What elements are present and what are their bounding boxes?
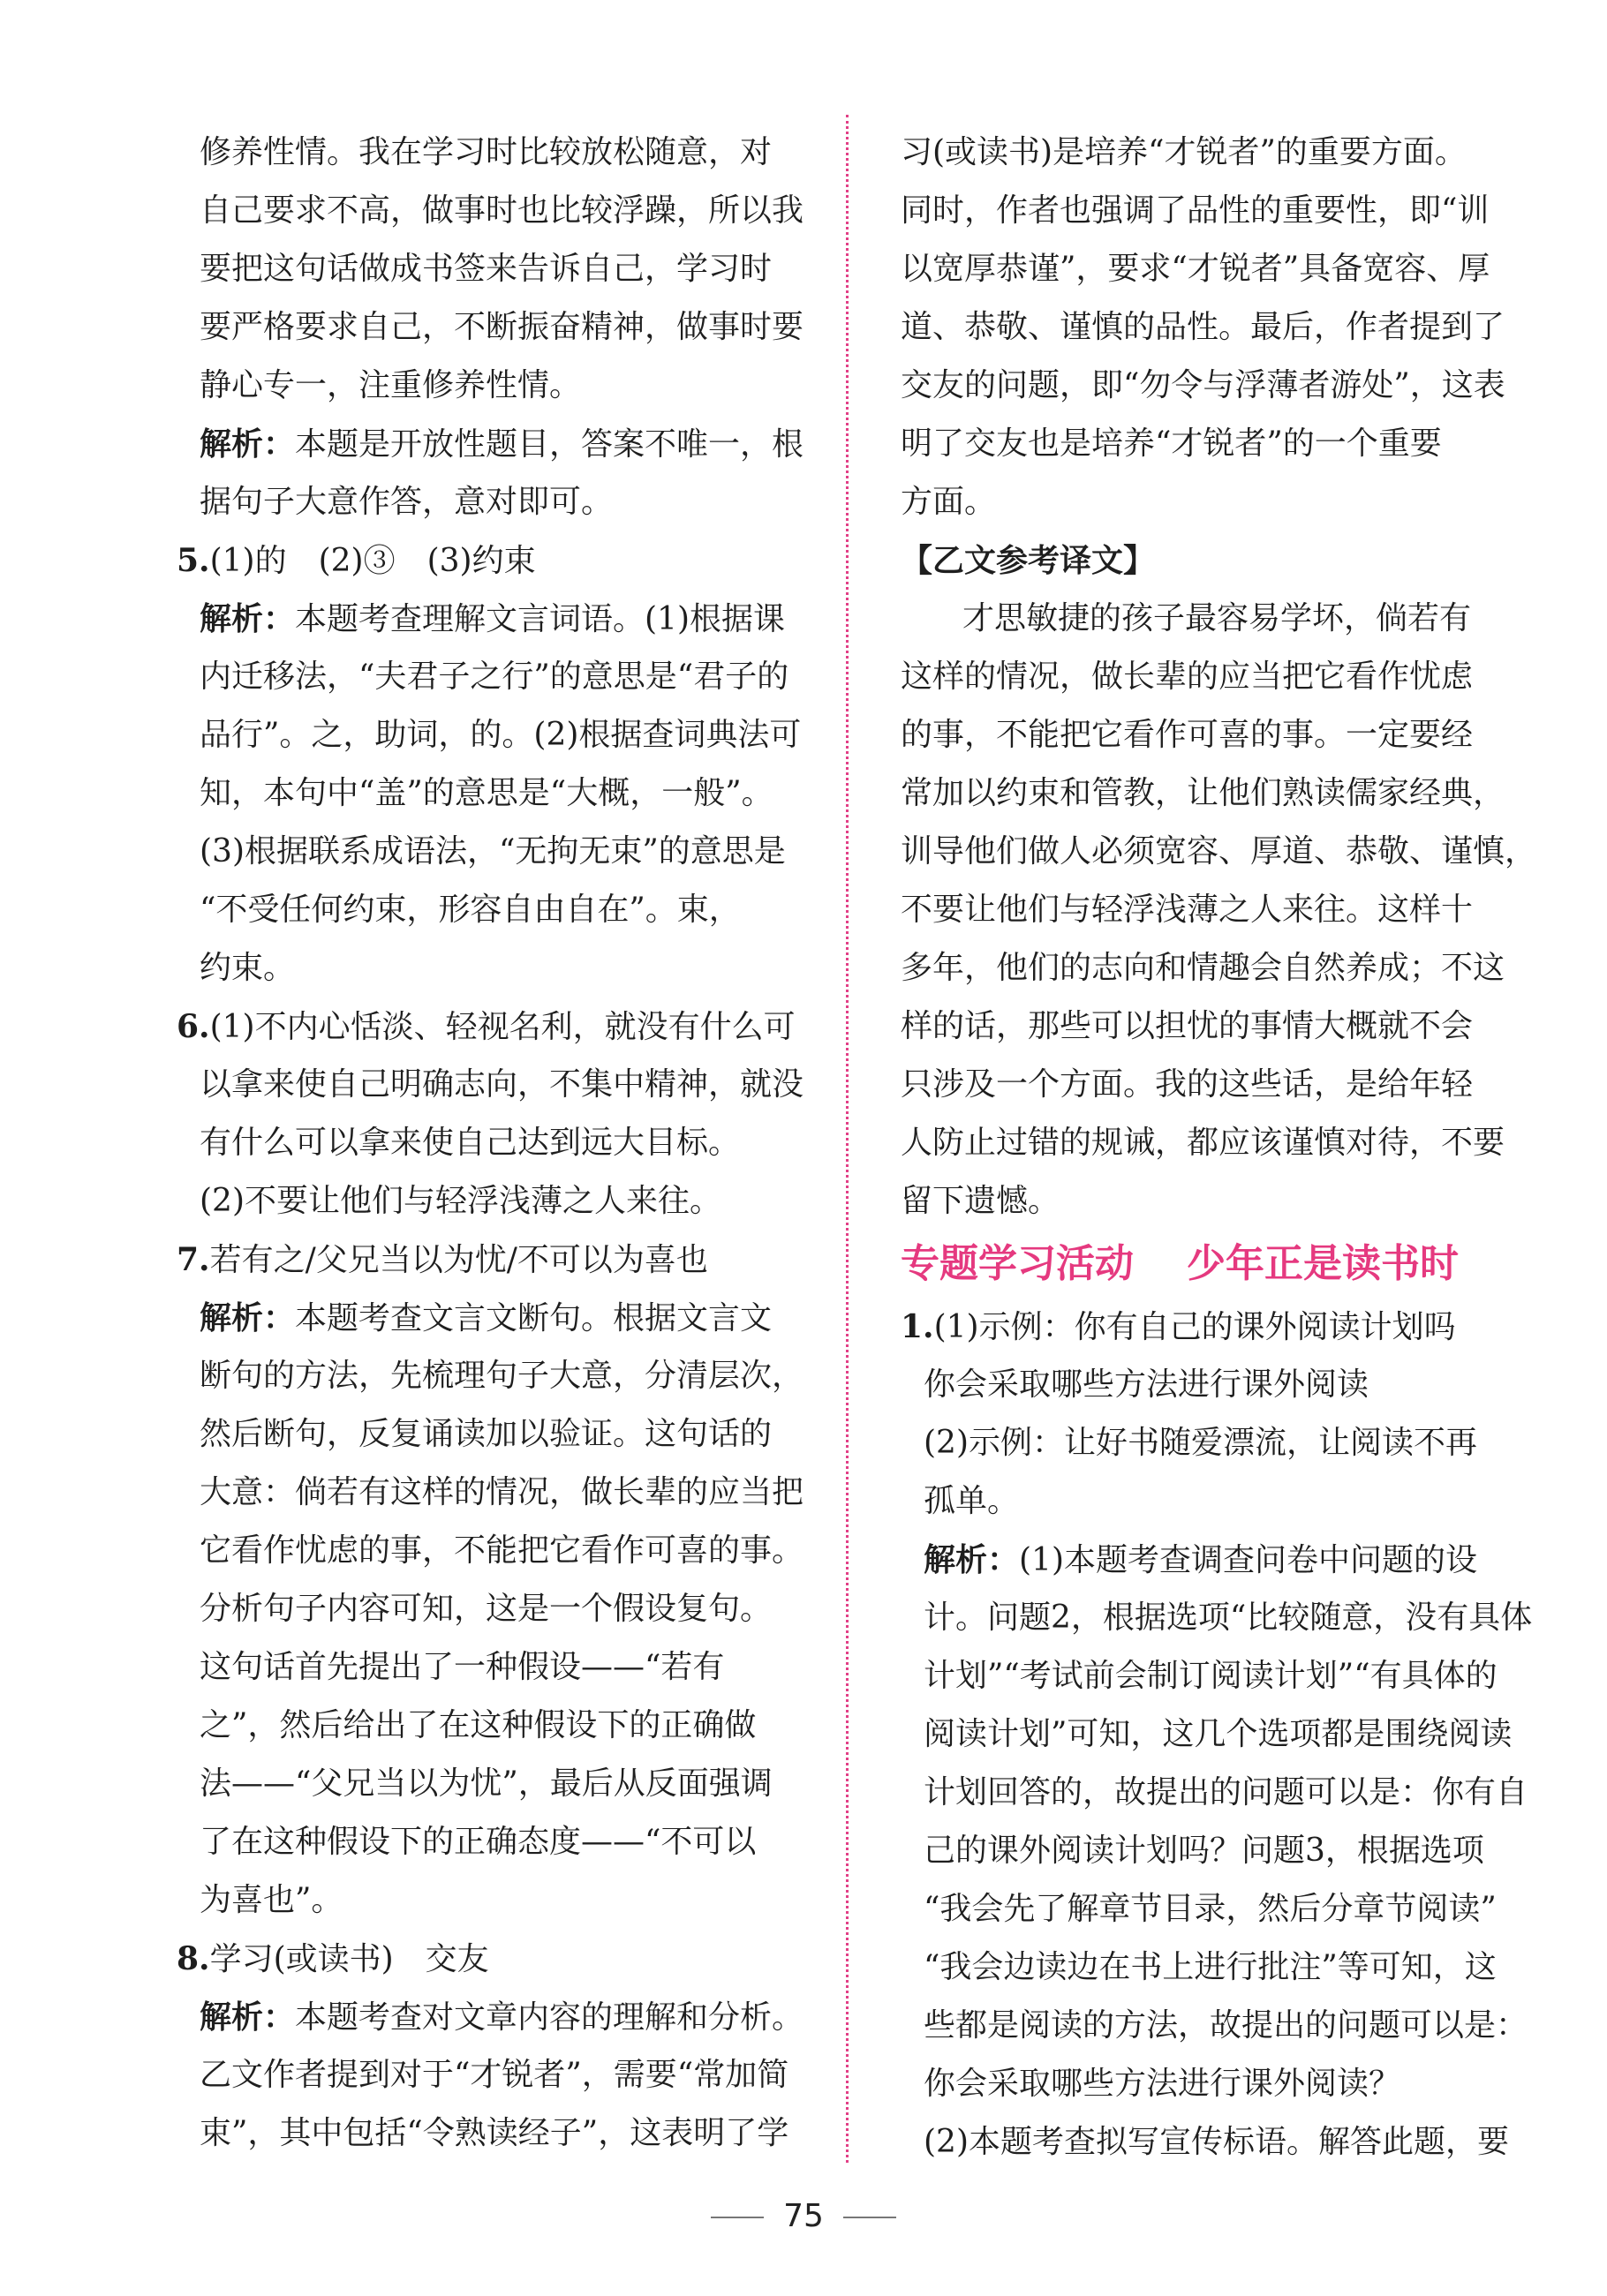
line-label: 7. <box>177 1241 210 1278</box>
line-text: 阅读计划”可知，这几个选项都是围绕阅读 <box>924 1716 1513 1752</box>
text-line <box>177 1871 821 1930</box>
text-line <box>901 415 1545 473</box>
text-line <box>177 881 821 939</box>
line-text: 自己要求不高，做事时也比较浮躁，所以我 <box>200 192 804 229</box>
text-line <box>177 240 821 298</box>
line-text: 本题考查理解文言词语。(1)根据课 <box>295 601 786 637</box>
text-line <box>901 298 1545 357</box>
text-line <box>177 1522 821 1580</box>
text-line <box>177 1930 821 1988</box>
text-line <box>177 1405 821 1464</box>
line-text: 这样的情况，做长辈的应当把它看作忧虑 <box>901 659 1474 695</box>
line-text: 束”，其中包括“令熟读经子”，这表明了学 <box>200 2115 789 2151</box>
line-text: 为喜也”。 <box>200 1882 343 1918</box>
line-text: 道、恭敬、谨慎的品性。最后，作者提到了 <box>901 309 1505 345</box>
text-line <box>901 1822 1545 1880</box>
text-line <box>901 1764 1545 1822</box>
line-text: 样的话，那些可以担忧的事情大概就不会 <box>901 1008 1474 1044</box>
line-text: 你会采取哪些方法进行课外阅读？ <box>924 2066 1401 2102</box>
left-column <box>177 124 821 2163</box>
line-text: 学习(或读书) 交友 <box>209 1941 489 1977</box>
text-line <box>901 939 1545 997</box>
line-text: 乙文作者提到对于“才锐者”，需要“常加简 <box>200 2057 789 2093</box>
line-text: 内迁移法，“夫君子之行”的意思是“君子的 <box>200 659 789 695</box>
section-title <box>901 1231 1545 1298</box>
text-line <box>177 124 821 182</box>
section-title-part1: 专题学习活动 <box>901 1241 1134 1286</box>
line-label: 解析： <box>200 1299 296 1336</box>
text-line <box>177 2104 821 2163</box>
line-label: 解析： <box>200 600 296 637</box>
text-line <box>177 1697 821 1755</box>
text-line <box>901 764 1545 823</box>
text-line <box>901 1589 1545 1647</box>
text-line <box>177 939 821 997</box>
text-line <box>177 182 821 240</box>
text-line <box>177 1172 821 1231</box>
text-line <box>901 997 1545 1056</box>
text-line <box>901 648 1545 706</box>
line-text: 习(或读书)是培养“才锐者”的重要方面。 <box>901 134 1467 170</box>
right-column-upper <box>901 124 1545 1231</box>
line-text: 明了交友也是培养“才锐者”的一个重要 <box>901 425 1442 462</box>
text-line <box>901 1114 1545 1172</box>
line-text: 之”，然后给出了在这种假设下的正确做 <box>200 1707 757 1743</box>
text-line <box>177 648 821 706</box>
line-text: 若有之/父兄当以为忧/不可以为喜也 <box>209 1242 708 1278</box>
text-line <box>901 1356 1545 1414</box>
line-text: 修养性情。我在学习时比较放松随意，对 <box>200 134 773 170</box>
line-text: (1)的 (2)③ (3)约束 <box>209 543 536 579</box>
line-text: “不受任何约束，形容自由自在”。束， <box>200 892 741 928</box>
line-label: 8. <box>177 1940 210 1977</box>
text-line <box>177 1580 821 1638</box>
line-text: 人防止过错的规诫，都应该谨慎对待，不要 <box>901 1125 1505 1161</box>
text-line <box>177 706 821 764</box>
page-number: 75 <box>783 2198 824 2234</box>
text-line <box>177 2046 821 2104</box>
text-line <box>177 1638 821 1697</box>
text-line <box>177 473 821 531</box>
line-text: 计划回答的，故提出的问题可以是：你有自 <box>924 1774 1528 1810</box>
text-line <box>901 1172 1545 1231</box>
text-line <box>901 1056 1545 1114</box>
text-line <box>177 1114 821 1172</box>
line-text: 要严格要求自己，不断振奋精神，做事时要 <box>200 309 804 345</box>
page-footer <box>0 2198 1607 2234</box>
line-label: 6. <box>177 1008 210 1045</box>
line-text: 方面。 <box>901 484 997 520</box>
line-text: (1)不内心恬淡、轻视名利，就没有什么可 <box>209 1009 796 1045</box>
text-line <box>901 1414 1545 1472</box>
line-text: 然后断句，反复诵读加以验证。这句话的 <box>200 1416 773 1452</box>
line-text: 常加以约束和管教，让他们熟读儒家经典， <box>901 775 1505 811</box>
line-label: 1. <box>901 1308 934 1345</box>
line-text: 据句子大意作答，意对即可。 <box>200 484 614 520</box>
text-line <box>901 2113 1545 2172</box>
line-text: 品行”。之，助词，的。(2)根据查词典法可 <box>200 717 802 753</box>
text-line <box>177 1289 821 1347</box>
text-line <box>901 823 1545 881</box>
line-text: 多年，他们的志向和情趣会自然养成；不这 <box>901 950 1505 986</box>
text-line <box>177 1813 821 1871</box>
line-text: 些都是阅读的方法，故提出的问题可以是： <box>924 2007 1528 2044</box>
text-line <box>177 1755 821 1813</box>
line-text: 交友的问题，即“勿令与浮薄者游处”，这表 <box>901 367 1505 403</box>
line-text: 留下遗憾。 <box>901 1183 1060 1219</box>
text-line <box>177 1347 821 1405</box>
text-line <box>901 240 1545 298</box>
text-line <box>901 590 1545 648</box>
line-label: 解析： <box>200 1999 296 2036</box>
line-text: 计划”“考试前会制订阅读计划”“有具体的 <box>924 1658 1498 1694</box>
line-text: 知，本句中“盖”的意思是“大概，一般”。 <box>200 775 773 811</box>
line-text: 它看作忧虑的事，不能把它看作可喜的事。 <box>200 1532 804 1569</box>
text-line <box>901 2055 1545 2113</box>
right-column <box>901 124 1545 2172</box>
line-text: 只涉及一个方面。我的这些话，是给年轻 <box>901 1066 1474 1103</box>
line-text: (1)本题考查调查问卷中问题的设 <box>1019 1542 1478 1578</box>
line-text: 不要让他们与轻浮浅薄之人来往。这样十 <box>901 892 1474 928</box>
text-line <box>177 590 821 648</box>
line-text: (2)不要让他们与轻浮浅薄之人来往。 <box>200 1183 721 1219</box>
line-text: 要把这句话做成书签来告诉自己，学习时 <box>200 251 773 287</box>
line-label: 解析： <box>200 425 296 463</box>
column-divider <box>846 115 849 2163</box>
text-line <box>901 124 1545 182</box>
text-line <box>901 1880 1545 1938</box>
text-line <box>901 531 1545 590</box>
line-text: 法——“父兄当以为忧”，最后从反面强调 <box>200 1765 773 1802</box>
text-line <box>177 823 821 881</box>
text-line <box>177 1988 821 2046</box>
text-line <box>177 1056 821 1114</box>
line-text: (2)示例：让好书随爱漂流，让阅读不再 <box>924 1425 1477 1461</box>
line-text: 静心专一，注重修养性情。 <box>200 367 582 403</box>
line-text: 本题是开放性题目，答案不唯一，根 <box>295 426 804 463</box>
text-line <box>901 1472 1545 1531</box>
text-line <box>901 881 1545 939</box>
footer-dash-left <box>711 2217 764 2218</box>
section-title-part2: 少年正是读书时 <box>1187 1241 1459 1286</box>
line-text: 这句话首先提出了一种假设——“若有 <box>200 1649 725 1685</box>
line-text: 训导他们做人必须宽容、厚道、恭敬、谨慎， <box>901 833 1537 869</box>
line-text: 有什么可以拿来使自己达到远大目标。 <box>200 1125 741 1161</box>
translation-heading: 【乙文参考译文】 <box>901 542 1156 579</box>
text-line <box>177 357 821 415</box>
line-text: 本题考查对文章内容的理解和分析。 <box>295 1999 804 2036</box>
text-line <box>901 1938 1545 1997</box>
line-text: 分析句子内容可知，这是一个假设复句。 <box>200 1591 773 1627</box>
line-text: 本题考查文言文断句。根据文言文 <box>295 1300 773 1336</box>
line-text: 的事，不能把它看作可喜的事。一定要经 <box>901 717 1474 753</box>
line-text: “我会边读边在书上进行批注”等可知，这 <box>924 1949 1497 1985</box>
line-text: (3)根据联系成语法，“无拘无束”的意思是 <box>200 833 786 869</box>
text-line <box>901 1705 1545 1764</box>
line-text: 才思敏捷的孩子最容易学坏，倘若有 <box>962 600 1472 636</box>
line-text: 以宽厚恭谨”，要求“才锐者”具备宽容、厚 <box>901 251 1490 287</box>
text-line <box>901 1647 1545 1705</box>
text-line <box>901 357 1545 415</box>
line-label: 解析： <box>924 1541 1020 1578</box>
text-line <box>177 1464 821 1522</box>
line-text: (1)示例：你有自己的课外阅读计划吗 <box>933 1309 1456 1345</box>
line-text: 孤单。 <box>924 1483 1020 1519</box>
line-text: 大意：倘若有这样的情况，做长辈的应当把 <box>200 1474 804 1510</box>
line-text: (2)本题考查拟写宣传标语。解答此题，要 <box>924 2124 1509 2160</box>
text-line <box>901 1997 1545 2055</box>
text-line <box>901 182 1545 240</box>
line-text: 计。问题2，根据选项“比较随意，没有具体 <box>924 1600 1533 1636</box>
footer-dash-right <box>843 2217 896 2218</box>
text-line <box>901 1298 1545 1356</box>
text-line <box>901 706 1545 764</box>
text-line <box>901 473 1545 531</box>
right-column-lower <box>901 1298 1545 2172</box>
line-text: 以拿来使自己明确志向，不集中精神，就没 <box>200 1066 804 1103</box>
line-text: 了在这种假设下的正确态度——“不可以 <box>200 1824 757 1860</box>
text-line <box>177 531 821 590</box>
line-text: 断句的方法，先梳理句子大意，分清层次， <box>200 1358 804 1394</box>
text-line <box>177 764 821 823</box>
text-line <box>901 1531 1545 1589</box>
line-label: 5. <box>177 542 210 579</box>
line-text: 同时，作者也强调了品性的重要性，即“训 <box>901 192 1490 229</box>
line-text: 约束。 <box>200 950 296 986</box>
text-line <box>177 1231 821 1289</box>
text-line <box>177 997 821 1056</box>
line-text: 己的课外阅读计划吗？问题3，根据选项 <box>924 1833 1484 1869</box>
line-text: “我会先了解章节目录，然后分章节阅读” <box>924 1891 1497 1927</box>
text-line <box>177 298 821 357</box>
line-text: 你会采取哪些方法进行课外阅读 <box>924 1366 1369 1403</box>
text-line <box>177 415 821 473</box>
